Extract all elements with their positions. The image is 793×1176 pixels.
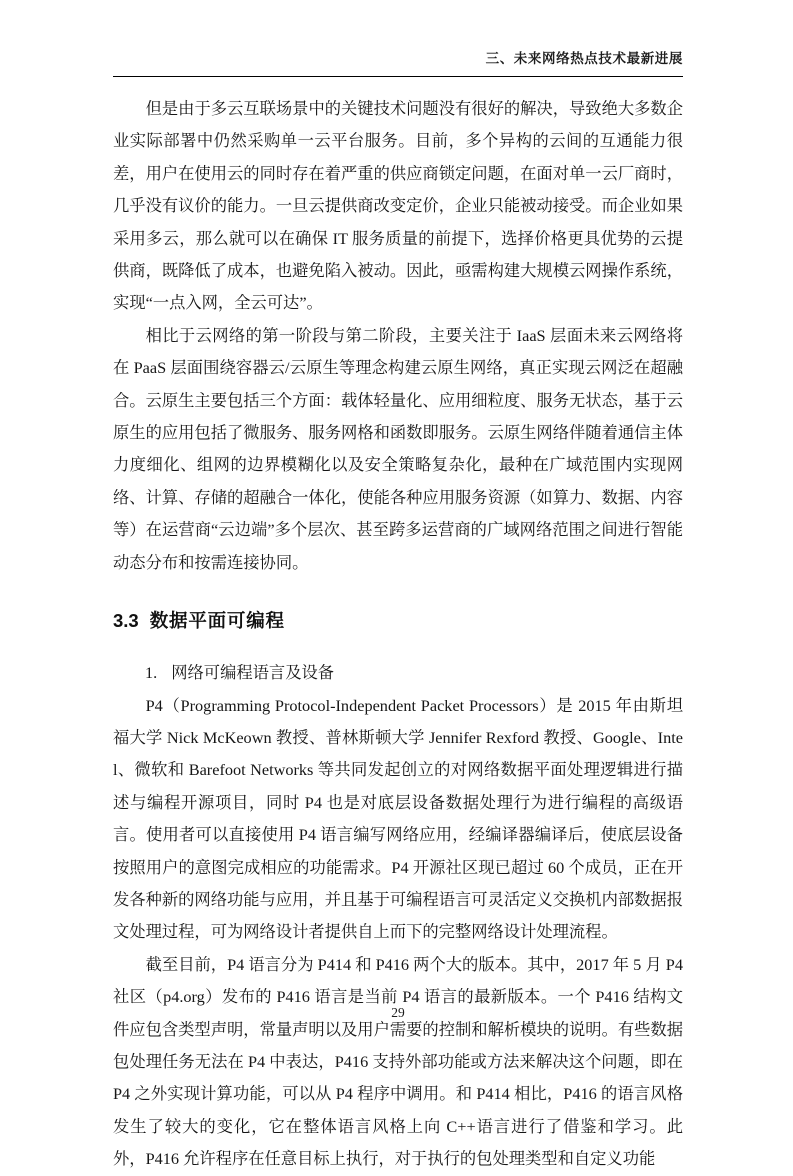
paragraph-cloud-interconnect: 但是由于多云互联场景中的关键技术问题没有很好的解决，导致绝大多数企业实际部署中仍然采购单一云平台服务。目前，多个异构的云间的互通能力很差，用户在使用云的同时存在着严重的供应商锁定问题，在面对单一云厂商时，几乎没有议价的能力。一旦云提供商改变定价，企业只能被动接受。而企业如果采用多云，那么就可以在确保 IT 服务质量的前提下，选择价格更具优势的云提供商，既降低了成本，也避免陷入被动。因此，亟需构建大规模云网操作系统，实现“一点入网，全云可达”。 xyxy=(113,99,683,313)
subsection-title: 网络可编程语言及设备 xyxy=(171,663,335,683)
paragraph-cloud-native: 相比于云网络的第一阶段与第二阶段，主要关注于 IaaS 层面未来云网络将在 PaaS 层面围绕容器云/云原生等理念构建云原生网络，真正实现云网泛在超融合。云原生主要包括三个方面：载体轻量化、应用细粒度、服务无状态，基于云原生的应用包括了微服务、服务网格和函数即服务。云原生网络伴随着通信主体力度细化、组网的边界模糊化以及安全策略复杂化，最种在广域范围内实现网络、计算、存储的超融合一体化，使能各种应用服务资源（如算力、数据、内容等）在运营商“云边端”多个层次、甚至跨多运营商的广域网络范围之间进行智能动态分布和按需连接协同。 xyxy=(113,325,683,572)
header-divider-rule xyxy=(113,76,683,77)
running-header-title: 三、未来网络热点技术最新进展 xyxy=(485,51,683,66)
paragraph-p4-versions: 截至目前，P4 语言分为 P414 和 P416 两个大的版本。其中，2017 年 5 月 P4 社区（p4.org）发布的 P416 语言是当前 P4 语言的最新版本。一个 P416 结构文件应包含类型声明，常量声明以及用户需要的控制和解析模块的说明。有些数据包处理任务无法在 P4 中表达，P416 支持外部功能或方法来解决这个问题，即在 P4 之外实现计算功能，可以从 P4 程序中调用。和 P414 相比，P416 的语言风格发生了较大的变化，它在整体语言风格上向 C++语言进行了借鉴和学习。此外，P416 允许程序在任意目标上执行，对于执行的包处理类型和自定义功能 xyxy=(113,954,683,1169)
page-footer xyxy=(113,1004,683,1022)
section-title: 数据平面可编程 xyxy=(149,610,285,632)
subsection-heading-1 xyxy=(113,657,683,689)
section-heading-3-3 xyxy=(113,607,683,635)
paragraph-p4-introduction: P4（Programming Protocol-Independent Packet Processors）是 2015 年由斯坦福大学 Nick McKeown 教授、普林斯顿大学 Jennifer Rexford 教授、Google、Intel、微软和 Barefoot Networks 等共同发起创立的对网络数据平面处理逻辑进行描述与编程开源项目，同时 P4 也是对底层设备数据处理行为进行编程的高级语言。使用者可以直接使用 P4 语言编写网络应用，经编译器编译后，使底层设备按照用户的意图完成相应的功能需求。P4 开源社区现已超过 60 个成员，正在开发各种新的网络功能与应用，并且基于可编程语言可灵活定义交换机内部数据报文处理过程，可为网络设计者提供自上而下的完整网络设计处理流程。 xyxy=(113,695,683,942)
page-header xyxy=(113,50,683,77)
subsection-number: 1. xyxy=(145,663,158,683)
section-number: 3.3 xyxy=(113,610,139,632)
heading-spacer-top xyxy=(113,579,683,607)
heading-spacer-bottom xyxy=(113,635,683,657)
page-number: 29 xyxy=(391,1005,405,1020)
